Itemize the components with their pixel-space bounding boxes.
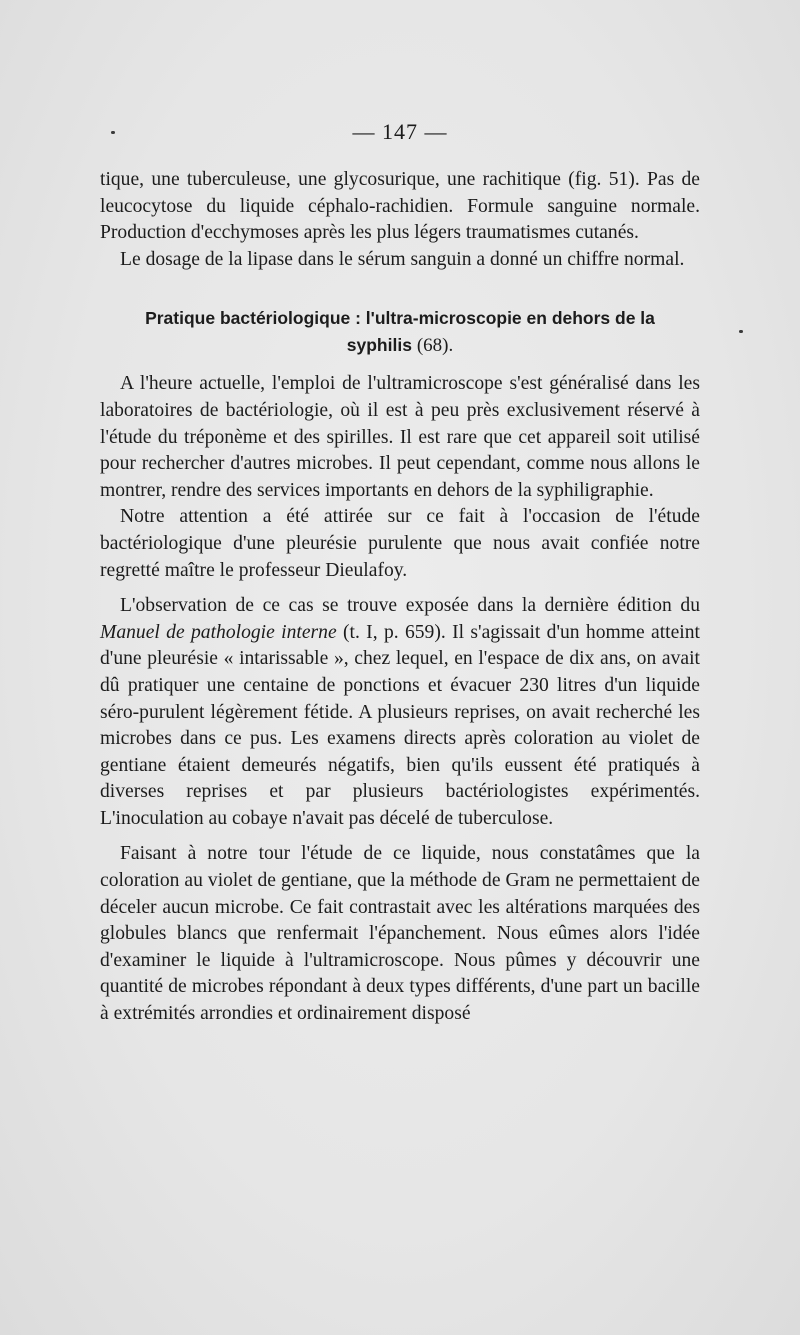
paragraph-attention: Notre attention a été attirée sur ce fait à l'occasion de l'étude bactériologique d'une pleurésie purulente que nous avait confiée notre regretté maître le professeur Dieulafoy. — [100, 506, 700, 581]
section-title: Pratique bactériologique : l'ultra-microscopie en dehors de la syphilis — [145, 308, 655, 356]
paragraph-lipase-dosage: Le dosage de la lipase dans le sérum sanguin a donné un chiffre normal. — [120, 248, 685, 270]
observation-text-start: L'observation de ce cas se trouve exposée dans la dernière édition du — [120, 595, 700, 617]
observation-text-end: (t. I, p. 659). Il s'agissait d'un homme atteint d'une pleurésie « intarissable », chez lequel, en l'espace de dix ans, on avait dû pratiquer une centaine de ponctions et évacuer 230 litres d'un liquide séro-purulent légèrement fétide. A plusieurs reprises, on avait recherché les microbes dans ce pus. Les examens directs après coloration au violet de gentiane étaient demeurés négatifs, bien qu'ils eussent été pratiqués à diverses reprises et par plusieurs bactériologistes expérimentés. L'inoculation au cobaye n'avait pas décelé de tuberculose. — [100, 621, 700, 829]
section-reference: (68). — [416, 335, 454, 357]
ink-speck — [739, 330, 743, 333]
manual-title: Manuel de pathologie interne — [100, 621, 337, 643]
section-heading — [100, 305, 700, 359]
paragraph-observation — [100, 593, 700, 832]
paragraph-ultramicroscope-use: A l'heure actuelle, l'emploi de l'ultramicroscope s'est généralisé dans les laboratoires de bactériologie, où il est à peu près exclusivement réservé à l'étude du tréponème et des spirilles. Il est rare que cet appareil soit utilisé pour rechercher d'autres microbes. Il peut cependant, comme nous allons le montrer, rendre des services importants en dehors de la syphiligraphie. — [100, 373, 700, 501]
page-number: — 147 — — [352, 119, 448, 144]
paragraph-case-summary: tique, une tuberculeuse, une glycosurique, une rachitique (fig. 51). Pas de leucocytose du liquide céphalo-rachidien. Formule sanguine normale. Production d'ecchymoses après les plus légers traumatismes cutanés. — [100, 169, 700, 244]
page-text — [100, 118, 700, 1028]
paragraph-findings: Faisant à notre tour l'étude de ce liquide, nous constatâmes que la coloration au violet de gentiane, que la méthode de Gram ne permettaient de déceler aucun microbe. Ce fait contrastait avec les altérations marquées des globules blancs que renfermait l'épanchement. Nous eûmes alors l'idée d'examiner le liquide à l'ultramicroscope. Nous pûmes y découvrir une quantité de microbes répondant à deux types différents, d'une part un bacille à extrémités arrondies et ordinairement disposé — [100, 843, 700, 1025]
